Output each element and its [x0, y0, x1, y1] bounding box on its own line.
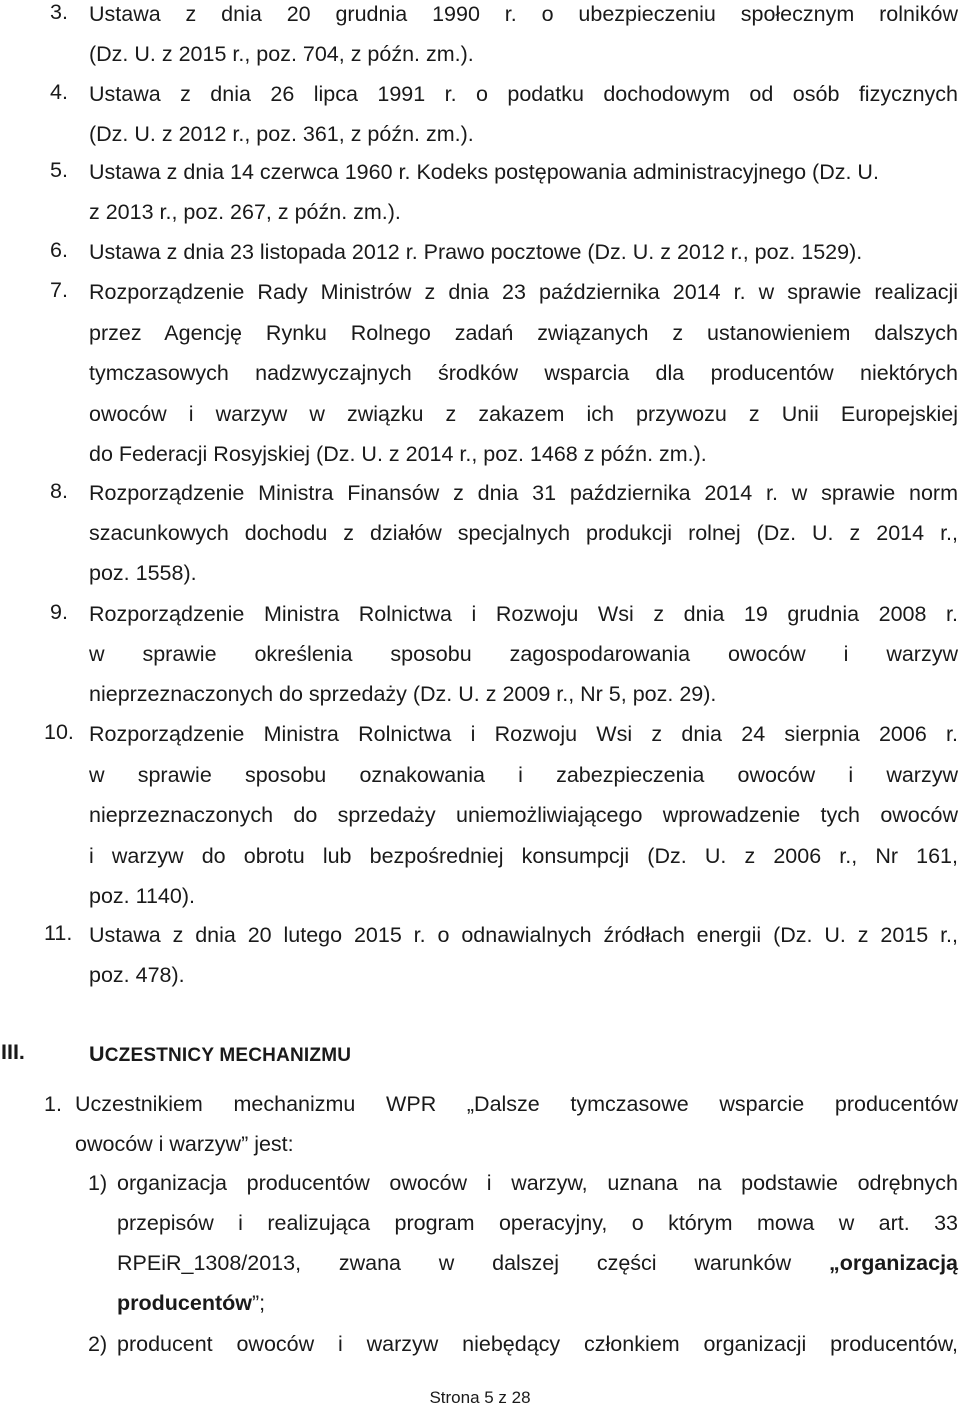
section-heading-initial: U [89, 1042, 105, 1066]
text-line: Rozporządzenie Ministra Finansów z dnia 31 października 2014 r. w sprawie norm [89, 481, 958, 505]
text-line: (Dz. U. z 2015 r., poz. 704, z późn. zm.). [89, 42, 474, 66]
text-line: w sprawie określenia sposobu zagospodarowania owoców i warzyw [89, 642, 958, 666]
list-item-number: 5. [50, 158, 68, 182]
text-line-part: ”; [251, 1291, 266, 1315]
text-line: poz. 1140). [89, 884, 195, 908]
list-item-number: 7. [50, 278, 68, 302]
text-line: do Federacji Rosyjskiej (Dz. U. z 2014 r., poz. 1468 z późn. zm.). [89, 442, 707, 466]
list-item-number: 10. [44, 720, 74, 744]
point-number: 1. [44, 1092, 62, 1116]
text-line: szacunkowych dochodu z działów specjalnych produkcji rolnej (Dz. U. z 2014 r., [89, 521, 958, 545]
list-item-text [89, 0, 958, 74]
section-heading-rest: CZESTNICY MECHANIZMU [104, 1045, 352, 1066]
defined-term: producentów [117, 1291, 252, 1315]
text-line: Uczestnikiem mechanizmu WPR „Dalsze tymczasowe wsparcie producentów [75, 1092, 958, 1116]
subpoint-number: 2) [88, 1332, 108, 1356]
text-line: przepisów i realizująca program operacyjny, o którym mowa w art. 33 [117, 1211, 958, 1235]
subpoint-number: 1) [88, 1171, 108, 1195]
text-line: (Dz. U. z 2012 r., poz. 361, z późn. zm.). [89, 122, 474, 146]
text-line: Ustawa z dnia 26 lipca 1991 r. o podatku dochodowym od osób fizycznych [89, 82, 958, 106]
list-item-number: 11. [44, 921, 73, 945]
text-line: Rozporządzenie Ministra Rolnictwa i Rozwoju Wsi z dnia 19 grudnia 2008 r. [89, 602, 958, 626]
text-line: Rozporządzenie Rady Ministrów z dnia 23 października 2014 r. w sprawie realizacji [89, 280, 958, 304]
list-item-number: 6. [50, 238, 68, 262]
page-footer [0, 1388, 960, 1408]
text-line: Ustawa z dnia 20 lutego 2015 r. o odnawialnych źródłach energii (Dz. U. z 2015 r., [89, 923, 958, 947]
list-item-number: 8. [50, 479, 68, 503]
text-line: Ustawa z dnia 20 grudnia 1990 r. o ubezpieczeniu społecznym rolników [89, 2, 958, 26]
text-line: poz. 1558). [89, 561, 197, 585]
text-line [117, 1243, 958, 1283]
text-line: nieprzeznaczonych do sprzedaży (Dz. U. z 2009 r., Nr 5, poz. 29). [89, 682, 717, 706]
text-line: poz. 478). [89, 963, 185, 987]
text-line: przez Agencję Rynku Rolnego zadań związanych z ustanowieniem dalszych [89, 320, 958, 345]
subpoint-text [117, 1163, 958, 1323]
list-item-text [89, 74, 958, 154]
list-item-text [89, 272, 958, 475]
point-text [75, 1084, 958, 1164]
section-heading [89, 1042, 351, 1067]
list-item-number: 3. [50, 0, 68, 24]
list-item-text [89, 594, 958, 714]
list-item-number: 9. [50, 600, 68, 624]
page-number: Strona 5 z 28 [429, 1388, 531, 1407]
text-line: tymczasowych nadzwyczajnych środków wsparcia dla producentów niektórych [89, 361, 958, 385]
defined-term: „organizacją [828, 1251, 958, 1275]
list-item-number: 4. [50, 80, 68, 104]
text-line: owoców i warzyw w związku z zakazem ich przywozu z Unii Europejskiej [89, 401, 958, 426]
text-line: Ustawa z dnia 23 listopada 2012 r. Prawo pocztowe (Dz. U. z 2012 r., poz. 1529). [89, 240, 863, 264]
text-line: z 2013 r., poz. 267, z późn. zm.). [89, 200, 401, 224]
text-line: Ustawa z dnia 14 czerwca 1960 r. Kodeks postępowania administracyjnego (Dz. U. [89, 160, 879, 184]
list-item-text [89, 915, 958, 995]
section-number: III. [1, 1040, 25, 1064]
text-line: Rozporządzenie Ministra Rolnictwa i Rozwoju Wsi z dnia 24 sierpnia 2006 r. [89, 722, 958, 746]
text-line-part: RPEiR_1308/2013, zwana w dalszej części warunków [117, 1251, 792, 1275]
text-line: i warzyw do obrotu lub bezpośredniej konsumpcji (Dz. U. z 2006 r., Nr 161, [89, 843, 958, 868]
text-line [117, 1283, 958, 1323]
text-line: owoców i warzyw” jest: [75, 1132, 294, 1156]
text-line: producent owoców i warzyw niebędący członkiem organizacji producentów, [117, 1332, 958, 1356]
list-item-text [89, 232, 958, 272]
text-line: nieprzeznaczonych do sprzedaży uniemożliwiającego wprowadzenie tych owoców [89, 803, 958, 827]
list-item-text [89, 714, 958, 917]
subpoint-text [117, 1324, 958, 1364]
list-item-text [89, 152, 958, 232]
text-line: w sprawie sposobu oznakowania i zabezpieczenia owoców i warzyw [89, 762, 958, 787]
list-item-text [89, 473, 958, 593]
text-line: organizacja producentów owoców i warzyw, uznana na podstawie odrębnych [117, 1171, 958, 1195]
